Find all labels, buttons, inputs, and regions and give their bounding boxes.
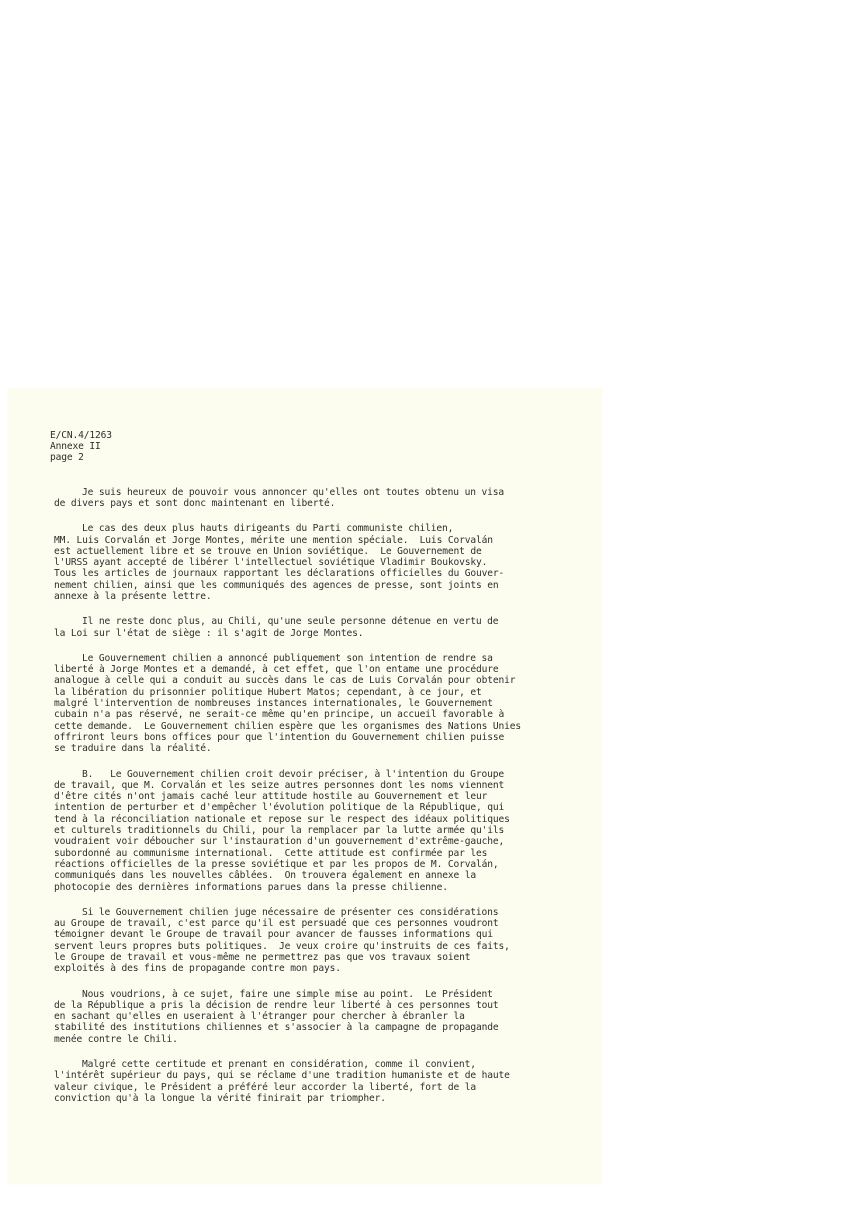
text-line: témoigner devant le Groupe de travail pour avancer de fausses informations qui <box>54 929 493 941</box>
text-line: au Groupe de travail, c'est parce qu'il est persuadé que ces personnes voudront <box>54 918 499 930</box>
text-line: la libération du prisonnier politique Hubert Matos; cependant, à ce jour, et <box>54 686 482 698</box>
paragraph <box>54 487 554 510</box>
text-line: Malgré cette certitude et prenant en considération, comme il convient, <box>82 1059 476 1071</box>
text-line: tend à la réconciliation nationale et repose sur le respect des idéaux politiques <box>54 813 510 825</box>
text-line: en sachant qu'elles en useraient à l'étranger pour chercher à ébranler la <box>54 1011 465 1023</box>
text-line: Je suis heureux de pouvoir vous annoncer qu'elles ont toutes obtenu un visa <box>82 486 504 498</box>
text-line: Tous les articles de journaux rapportant les déclarations officielles du Gouver- <box>54 568 505 580</box>
text-line: l'URSS ayant accepté de libérer l'intellectuel soviétique Vladimir Boukovsky. <box>54 557 488 569</box>
text-line: malgré l'intervention de nombreuses instances internationales, le Gouvernement <box>54 698 493 710</box>
text-line: voudraient voir déboucher sur l'instauration d'un gouvernement d'extrême-gauche, <box>54 836 505 848</box>
paragraph <box>54 907 554 975</box>
text-line: Nous voudrions, à ce sujet, faire une simple mise au point. Le Président <box>82 988 493 1000</box>
text-line: offriront leurs bons offices pour que l'intention du Gouvernement chilien puisse <box>54 731 505 743</box>
text-line: cette demande. Le Gouvernement chilien espère que les organismes des Nations Unies <box>54 720 521 732</box>
text-line: de la République a pris la décision de rendre leur liberté à ces personnes tout <box>54 999 499 1011</box>
text-line: liberté à Jorge Montes et a demandé, à cet effet, que l'on entame une procédure <box>54 664 499 676</box>
paragraph <box>54 989 554 1045</box>
text-line: communiqués dans les nouvelles câblées. On trouvera également en annexe la <box>54 870 476 882</box>
text-line: de travail, que M. Corvalán et les seize autres personnes dont les noms viennent <box>54 779 505 791</box>
text-line: la Loi sur l'état de siège : il s'agit de Jorge Montes. <box>54 627 364 639</box>
text-line: cubain n'a pas réservé, ne serait-ce même qu'en principe, un accueil favorable à <box>54 709 505 721</box>
text-line: nement chilien, ainsi que les communiqués des agences de presse, sont joints en <box>54 579 499 591</box>
paragraph <box>54 653 554 755</box>
paragraph <box>54 523 554 602</box>
text-line: stabilité des institutions chiliennes et s'associer à la campagne de propagande <box>54 1022 499 1034</box>
text-line: servent leurs propres buts politiques. Je veux croire qu'instruits de ces faits, <box>54 940 510 952</box>
text-line: Le cas des deux plus hauts dirigeants du Parti communiste chilien, <box>82 523 454 535</box>
text-line: d'être cités n'ont jamais caché leur attitude hostile au Gouvernement et leur <box>54 791 488 803</box>
text-line: se traduire dans la réalité. <box>54 743 212 755</box>
text-line: MM. Luis Corvalán et Jorge Montes, mérite une mention spéciale. Luis Corvalán <box>54 534 493 546</box>
document-reference <box>50 430 554 464</box>
text-line: de divers pays et sont donc maintenant en liberté. <box>54 497 336 509</box>
paragraph <box>54 769 554 893</box>
text-line: Le Gouvernement chilien a annoncé publiquement son intention de rendre sa <box>82 652 493 664</box>
text-line: exploités à des fins de propagande contre mon pays. <box>54 963 341 975</box>
text-line: l'intérêt supérieur du pays, qui se réclame d'une tradition humaniste et de haute <box>54 1070 510 1082</box>
paragraph <box>54 1059 554 1104</box>
text-line: Si le Gouvernement chilien juge nécessaire de présenter ces considérations <box>82 906 499 918</box>
text-line: et culturels traditionnels du Chili, pour la remplacer par la lutte armée qu'ils <box>54 825 505 837</box>
text-line: le Groupe de travail et vous-même ne permettrez pas que vos travaux soient <box>54 952 471 963</box>
text-line: Il ne reste donc plus, au Chili, qu'une seule personne détenue en vertu de <box>82 616 499 628</box>
letter-text <box>54 487 554 1105</box>
text-line: conviction qu'à la longue la vérité finirait par triompher. <box>54 1092 386 1104</box>
text-line: intention de perturber et d'empêcher l'évolution politique de la République, qui <box>54 802 505 814</box>
text-line: est actuellement libre et se trouve en Union soviétique. Le Gouvernement de <box>54 545 482 557</box>
text-line: analogue à celle qui a conduit au succès dans le cas de Luis Corvalán pour obtenir <box>54 675 516 687</box>
text-line: photocopie des dernières informations parues dans la presse chilienne. <box>54 881 448 893</box>
document-body <box>50 430 554 1118</box>
annex-label: Annexe II <box>50 441 101 453</box>
page-number: page 2 <box>50 452 84 464</box>
text-line: menée contre le Chili. <box>54 1033 178 1045</box>
text-line: subordonné au communisme international. Cette attitude est confirmée par les <box>54 847 488 859</box>
paragraph <box>54 616 554 639</box>
text-line: réactions officielles de la presse soviétique et par les propos de M. Corvalán, <box>54 858 499 870</box>
text-line: B. Le Gouvernement chilien croit devoir préciser, à l'intention du Groupe <box>82 768 504 780</box>
text-line: annexe à la présente lettre. <box>54 590 212 602</box>
document-symbol: E/CN.4/1263 <box>50 430 112 441</box>
text-line: valeur civique, le Président a préféré leur accorder la liberté, fort de la <box>54 1081 476 1093</box>
